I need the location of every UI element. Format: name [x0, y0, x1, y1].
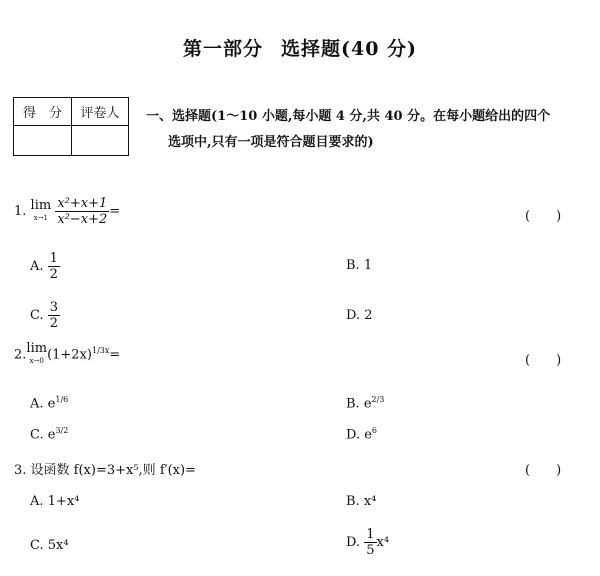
q2-equals: =: [109, 347, 121, 363]
q1-option-a-den: 2: [49, 267, 58, 282]
q1-option-d[interactable]: D. 2: [346, 308, 373, 323]
q3-option-d-fraction: [364, 527, 376, 558]
title-name: 选择题(40 分): [280, 38, 418, 60]
q1-equals: =: [109, 204, 121, 219]
q2-option-c-exp: 3/2: [55, 426, 69, 435]
q2-lim-word: lim: [26, 341, 48, 356]
q2-body: (1+2x): [47, 347, 92, 363]
q1-option-c-label: C.: [30, 308, 44, 323]
q2-option-c[interactable]: [30, 426, 68, 442]
q2-number: 2.: [14, 347, 27, 363]
q1-option-c[interactable]: [30, 300, 60, 331]
q1-lim-under: x→1: [33, 213, 49, 222]
q3-option-d-num: 1: [366, 527, 375, 542]
question-1: [14, 196, 120, 227]
grader-cell[interactable]: [72, 126, 129, 156]
q2-lim-under: x→0: [29, 357, 44, 365]
section-instruction: [146, 104, 586, 156]
q3-option-d-label: D.: [346, 535, 361, 550]
q2-limit: [26, 343, 47, 367]
q3-option-b[interactable]: B. x⁴: [346, 494, 377, 509]
score-label: 得 分: [14, 98, 72, 126]
q2-option-d[interactable]: [346, 426, 377, 442]
q2-option-b[interactable]: [346, 395, 384, 411]
q2-option-a[interactable]: [30, 395, 68, 411]
instruction-line-1: 一、选择题(1～10 小题,每小题 4 分,共 40 分。在每小题给出的四个: [146, 109, 551, 124]
q2-option-d-exp: 6: [371, 426, 378, 435]
score-table: [13, 97, 129, 156]
q1-option-a-label: A.: [30, 259, 44, 274]
q1-lim-word: lim: [30, 197, 52, 213]
q1-denominator: x²−x+2: [57, 212, 108, 227]
q1-option-a-fraction: [48, 251, 60, 282]
q2-option-a-exp: 1/6: [55, 395, 69, 404]
q3-option-d-den: 5: [366, 543, 375, 558]
grader-label: 评卷人: [72, 98, 129, 126]
q3-answer-paren[interactable]: ( ): [525, 463, 562, 478]
instruction-line-2: 选项中,只有一项是符合题目要求的): [168, 135, 374, 150]
q1-option-c-den: 2: [49, 316, 59, 331]
q3-option-d[interactable]: [346, 527, 389, 558]
question-2: [14, 343, 120, 367]
q1-option-b[interactable]: B. 1: [346, 258, 373, 273]
q2-option-c-base: C. e: [30, 427, 56, 443]
q1-limit: [30, 197, 52, 224]
q2-option-b-base: B. e: [346, 396, 372, 412]
q1-number: 1.: [14, 204, 27, 219]
q2-exponent: 1/3x: [91, 346, 110, 356]
q1-option-a[interactable]: [30, 251, 60, 282]
q2-option-b-exp: 2/3: [371, 395, 385, 404]
q3-option-d-tail: x⁴: [376, 535, 390, 550]
question-3: 3. 设函数 f(x)=3+x⁵,则 f′(x)=: [14, 463, 196, 478]
q3-option-c[interactable]: C. 5x⁴: [30, 538, 69, 553]
q1-option-c-fraction: [48, 300, 60, 331]
q1-option-c-num: 3: [49, 300, 59, 315]
q1-fraction: [55, 196, 109, 227]
q1-option-a-num: 1: [49, 251, 58, 266]
score-cell[interactable]: [14, 126, 72, 156]
page-title: [0, 34, 600, 61]
q1-numerator: x²+x+1: [57, 196, 108, 211]
q3-option-a[interactable]: A. 1+x⁴: [30, 494, 80, 509]
q2-option-d-base: D. e: [346, 427, 372, 443]
title-part: 第一部分: [182, 38, 263, 60]
q1-answer-paren[interactable]: ( ): [525, 209, 562, 224]
q2-answer-paren[interactable]: ( ): [525, 353, 562, 368]
q2-option-a-base: A. e: [30, 396, 56, 412]
